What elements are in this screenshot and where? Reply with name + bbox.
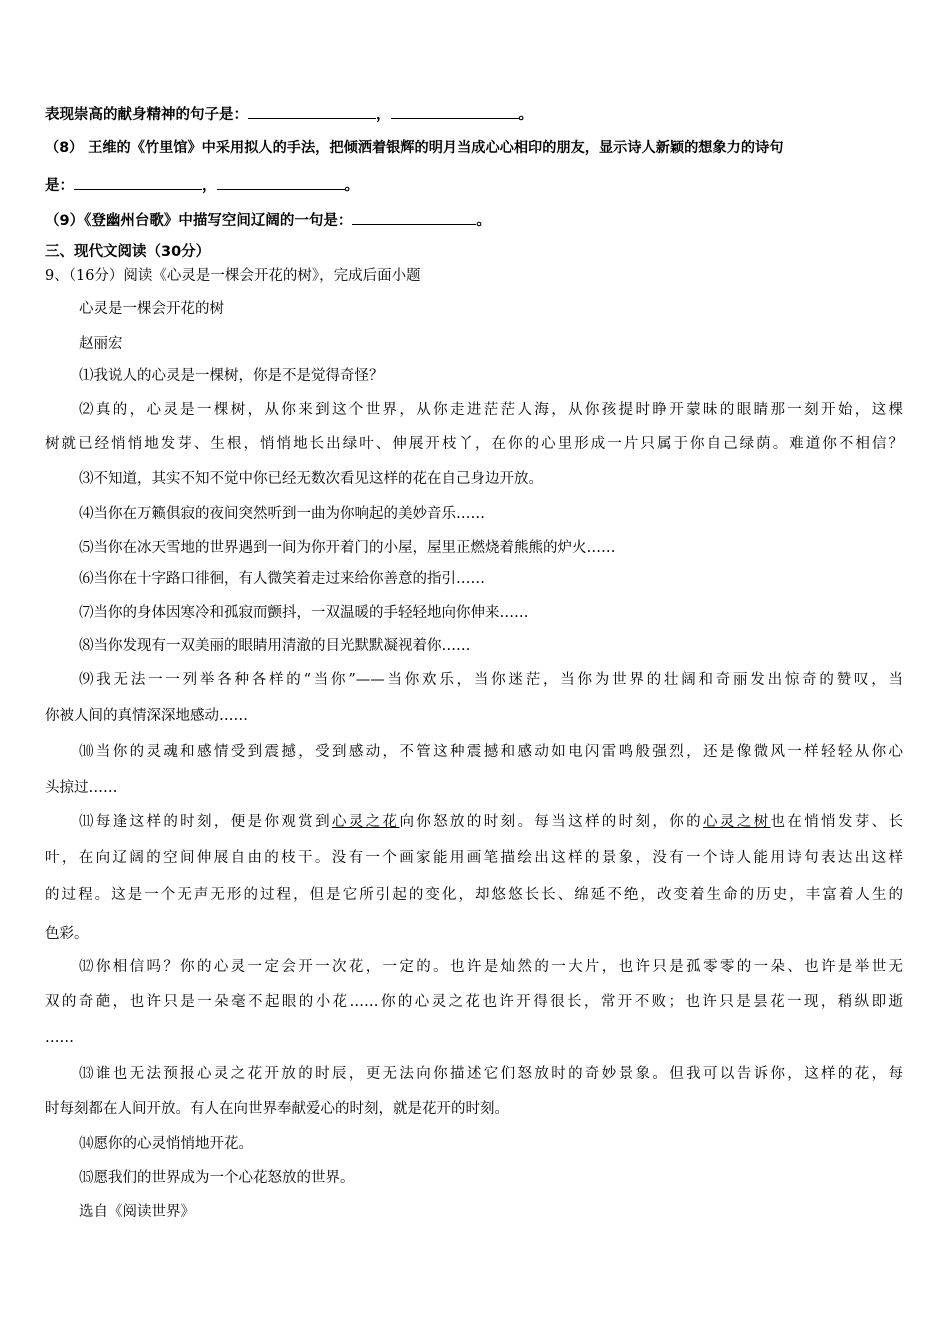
p11-text-a: ⑾每逢这样的时刻，便是你观赏到 xyxy=(79,814,332,830)
article-source: 选自《阅读世界》 xyxy=(79,1204,195,1220)
question-9-prompt: 9、（16分）阅读《心灵是一棵会开花的树》，完成后面小题 xyxy=(45,268,421,284)
paragraph-9-line-1: ⑼我无法一一列举各种各样的“当你”——当你欢乐，当你迷茫，当你为世界的壮阔和奇丽发出惊奇的赞叹，当 xyxy=(79,672,903,688)
underlined-phrase-flower: 心灵之花 xyxy=(331,814,400,830)
paragraph-11-line-1 xyxy=(79,812,903,832)
paragraph-12-line-1: ⑿你相信吗？你的心灵一定会开一次花，一定的。也许是灿然的一大片，也许只是孤零零的一朵、也许是举世无 xyxy=(79,959,903,975)
article-author: 赵丽宏 xyxy=(79,336,123,352)
paragraph-6: ⑹当你在十字路口徘徊，有人微笑着走过来给你善意的指引…… xyxy=(79,571,485,587)
q8-prefix: 是： xyxy=(45,178,74,194)
underlined-phrase-tree: 心灵之树 xyxy=(703,814,771,830)
period: 。 xyxy=(476,213,491,229)
paragraph-11-line-2: 叶，在向辽阔的空间伸展自由的枝干。没有一个画家能用画笔描绘出这样的景象，没有一个诗人能用诗句表达出这样 xyxy=(45,850,903,866)
paragraph-12-line-3: …… xyxy=(45,1030,74,1046)
section-heading: 三、现代文阅读（30分） xyxy=(45,244,211,260)
paragraph-13-line-1: ⒀谁也无法预报心灵之花开放的时辰，更无法向你描述它们怒放时的奇妙景象。但我可以告诉你，这样的花，每 xyxy=(79,1066,903,1082)
q7-line xyxy=(45,104,533,125)
article-title: 心灵是一棵会开花的树 xyxy=(79,301,224,317)
comma: ， xyxy=(202,178,217,194)
paragraph-11-line-4: 色彩。 xyxy=(45,926,89,942)
paragraph-8: ⑻当你发现有一双美丽的眼睛用清澈的目光默默凝视着你…… xyxy=(79,638,471,654)
answer-blank[interactable] xyxy=(391,104,519,119)
paragraph-2-line-2: 树就已经悄悄地发芽、生根，悄悄地长出绿叶、伸展开枝丫，在你的心里形成一片只属于你自己绿荫。难道你不相信？ xyxy=(45,436,903,452)
q9-text: （9）《登幽州台歌》中描写空间辽阔的一句是： xyxy=(45,213,353,229)
paragraph-11-line-3: 的过程。这是一个无声无形的过程，但是它所引起的变化，却悠悠长长、绵延不绝，改变着生命的历史，丰富着人生的 xyxy=(45,887,903,903)
paragraph-12-line-2: 双的奇葩，也许只是一朵毫不起眼的小花……你的心灵之花也许开得很长，常开不败；也许只是昙花一现，稍纵即逝 xyxy=(45,994,903,1010)
paragraph-13-line-2: 时每刻都在人间开放。有人在向世界奉献爱心的时刻，就是花开的时刻。 xyxy=(45,1101,509,1117)
paragraph-10-line-2: 头掠过…… xyxy=(45,780,118,796)
period: 。 xyxy=(344,178,359,194)
answer-blank[interactable] xyxy=(352,210,476,225)
paragraph-7: ⑺当你的身体因寒冷和孤寂而颤抖，一双温暖的手轻轻地向你伸来…… xyxy=(79,605,529,621)
answer-blank[interactable] xyxy=(248,104,376,119)
paragraph-5: ⑸当你在冰天雪地的世界遇到一间为你开着门的小屋，屋里正燃烧着熊熊的炉火…… xyxy=(79,540,616,556)
paragraph-9-line-2: 你被人间的真情深深地感动…… xyxy=(45,708,248,724)
paragraph-4: ⑷当你在万籁俱寂的夜间突然听到一曲为你响起的美妙音乐…… xyxy=(79,506,485,522)
q9-line xyxy=(45,210,491,231)
paragraph-1: ⑴我说人的心灵是一棵树，你是不是觉得奇怪？ xyxy=(79,368,384,384)
answer-blank[interactable] xyxy=(217,175,345,190)
paragraph-3: ⑶不知道，其实不知不觉中你已经无数次看见这样的花在自己身边开放。 xyxy=(79,471,543,487)
paragraph-2-line-1: ⑵真的，心灵是一棵树，从你来到这个世界，从你走进茫茫人海，从你孩提时睁开蒙昧的眼睛那一刻开始，这棵 xyxy=(79,402,903,418)
p11-text-c: 也在悄悄发芽、长 xyxy=(770,814,904,830)
q7-text: 表现崇高的献身精神的句子是： xyxy=(45,107,248,123)
paragraph-14: ⒁愿你的心灵悄悄地开花。 xyxy=(79,1136,253,1152)
answer-blank[interactable] xyxy=(74,175,202,190)
period: 。 xyxy=(518,107,533,123)
p11-text-b: 向你怒放的时刻。每当这样的时刻，你的 xyxy=(399,814,703,830)
paragraph-10-line-1: ⑽当你的灵魂和感情受到震撼，受到感动，不管这种震撼和感动如电闪雷鸣般强烈，还是像微风一样轻轻从你心 xyxy=(79,744,903,760)
q8-line1: （8） 王维的《竹里馆》中采用拟人的手法，把倾洒着银辉的明月当成心心相印的朋友，显示诗人新颖的想象力的诗句 xyxy=(45,140,784,156)
paragraph-15: ⒂愿我们的世界成为一个心花怒放的世界。 xyxy=(79,1170,355,1186)
q8-line2 xyxy=(45,175,359,196)
comma: ， xyxy=(376,107,391,123)
